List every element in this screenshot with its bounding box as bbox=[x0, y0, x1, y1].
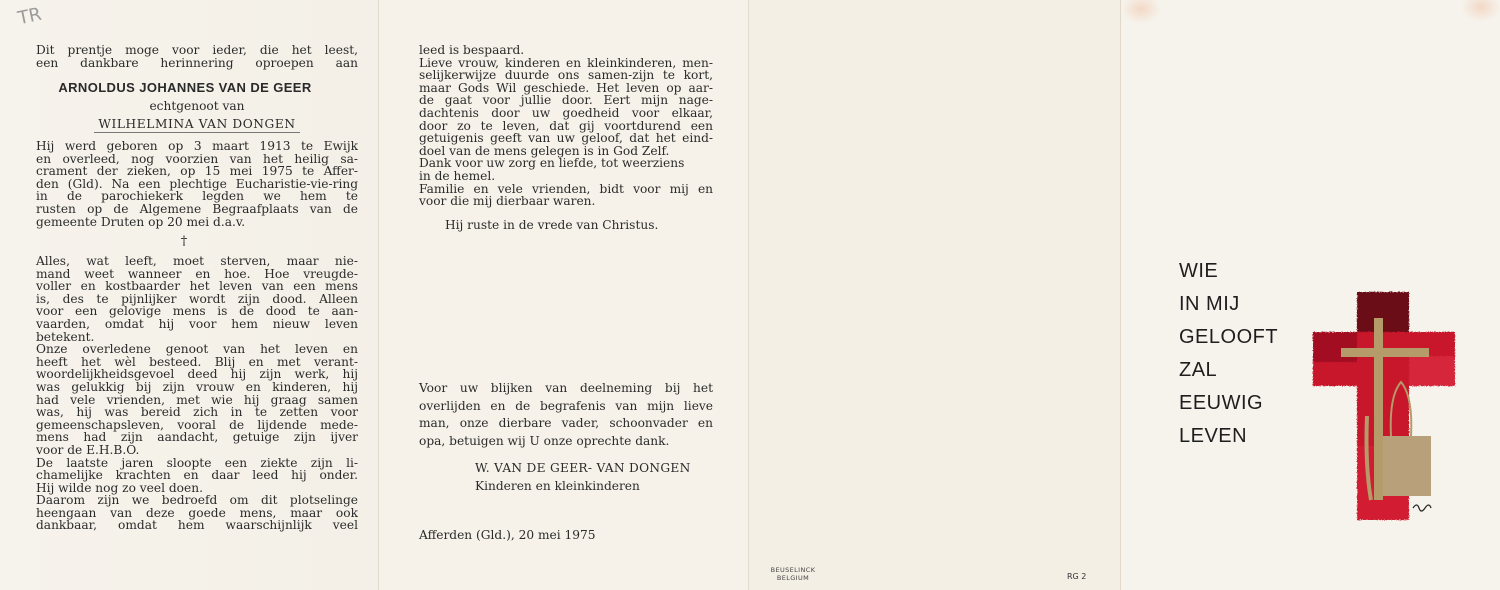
body-line: woordelijkheidsgevoel deed hij zijn werk, hij bbox=[36, 367, 358, 382]
verse-line: ZAL bbox=[1179, 359, 1218, 381]
intro-text bbox=[36, 44, 358, 69]
letter-line: selijkerwijze duurde ons samen-zijn te kort, bbox=[419, 68, 713, 83]
intro-line: een dankbare herinnering oproepen aan bbox=[36, 55, 358, 70]
bio-line: Hij werd geboren op 3 maart 1913 te Ewijk bbox=[36, 139, 358, 153]
body-line: heeft het wèl besteed. Blij en met verant- bbox=[36, 354, 358, 369]
letter-line: maar Gods Wil geschiede. Het leven op aar- bbox=[419, 80, 713, 95]
place-date: Afferden (Gld.), 20 mei 1975 bbox=[419, 528, 596, 542]
panel-center-left bbox=[378, 0, 748, 590]
panel-right bbox=[1120, 0, 1500, 590]
cross-symbol: † bbox=[180, 234, 188, 249]
body-line: Alles, wat leeft, moet sterven, maar nie- bbox=[36, 254, 358, 268]
body-line: Hij wilde nog zo veel doen. bbox=[36, 480, 203, 495]
bio-line: den (Gld). Na een plechtige Eucharistie-vie-ring bbox=[36, 176, 358, 191]
rest-line: Hij ruste in de vrede van Christus. bbox=[445, 218, 659, 232]
verse-line: GELOOFT bbox=[1179, 326, 1279, 348]
spouse-name: WILHELMINA VAN DONGEN bbox=[94, 118, 299, 133]
thanks-line: man, onze dierbare vader, schoonvader en bbox=[419, 416, 713, 430]
letter-line: doel van de mens gelegen is in God Zelf. bbox=[419, 143, 670, 158]
body-text bbox=[36, 255, 358, 532]
body-line: was gelukkig bij zijn vrouw en kinderen, hij bbox=[36, 379, 358, 394]
letter-line: Familie en vele vrienden, bidt voor mij en bbox=[419, 181, 713, 196]
verse-line: IN MIJ bbox=[1179, 293, 1240, 315]
bio-line: en overleed, nog voorzien van het heilig sa- bbox=[36, 151, 358, 166]
verse-line: LEVEN bbox=[1179, 425, 1248, 447]
printer-mark bbox=[757, 566, 829, 582]
stain bbox=[1121, 0, 1161, 24]
spouse-name-wrap bbox=[36, 118, 358, 133]
letter-line: dachtenis door uw goedheid voor elkaar, bbox=[419, 105, 713, 120]
letter-line: voor die mij dierbaar waren. bbox=[419, 194, 596, 209]
letter-line: Dank voor uw zorg en liefde, tot weerziens bbox=[419, 156, 685, 171]
printer-line: BEUSELINCK bbox=[770, 566, 816, 574]
family-line: Kinderen en kleinkinderen bbox=[475, 479, 640, 493]
stain bbox=[1461, 0, 1500, 22]
letter-line: in de hemel. bbox=[419, 168, 496, 183]
bio-line: gemeente Druten op 20 mei d.a.v. bbox=[36, 214, 246, 229]
artist-signature-icon bbox=[1413, 505, 1431, 511]
body-line: chamelijke krachten en daar leed hij onder. bbox=[36, 468, 358, 483]
bio-line: in de parochiekerk legden we hem te bbox=[36, 189, 358, 204]
body-line: Onze overledene genoot van het leven en bbox=[36, 342, 358, 357]
intro-line: Dit prentje moge voor ieder, die het leest, bbox=[36, 43, 358, 57]
thanks-text bbox=[419, 380, 713, 450]
panel-center-right bbox=[748, 0, 1120, 590]
bio-line: crament der zieken, op 15 mei 1975 te Affer- bbox=[36, 164, 358, 179]
body-line: heengaan van deze goede mens, maar ook bbox=[36, 505, 358, 520]
body-line: mand weet wanneer en hoe. Hoe vreugde- bbox=[36, 266, 358, 281]
verse-line: EEUWIG bbox=[1179, 392, 1264, 414]
body-line: voor een gelovige mens is de dood te aan- bbox=[36, 304, 358, 319]
bio-line: rusten op de Algemene Begraafplaats van de bbox=[36, 201, 358, 216]
thanks-line: overlijden en de begrafenis van mijn lieve bbox=[419, 398, 713, 413]
thanks-line: Voor uw blijken van deelneming bij het bbox=[419, 381, 713, 395]
verse-line: WIE bbox=[1179, 260, 1219, 282]
letter-text bbox=[419, 44, 713, 208]
body-line: is, des te pijnlijker wordt zijn dood. Alleen bbox=[36, 291, 358, 306]
body-line: Daarom zijn we bedroefd om dit plotselinge bbox=[36, 493, 358, 508]
thanks-line: opa, betuigen wij U onze oprechte dank. bbox=[419, 433, 670, 448]
body-line: dankbaar, omdat hem waarschijnlijk veel bbox=[36, 518, 358, 533]
body-line: De laatste jaren sloopte een ziekte zijn li- bbox=[36, 455, 358, 470]
body-line: gemeenschapsleven, vooral de lijdende mede- bbox=[36, 417, 358, 432]
bio-text bbox=[36, 140, 358, 228]
signature: W. VAN DE GEER- VAN DONGEN bbox=[475, 461, 691, 475]
letter-line: leed is bespaard. bbox=[419, 43, 525, 57]
body-line: was, hij was bereid zich in te zetten voor bbox=[36, 405, 358, 420]
body-line: betekent. bbox=[36, 329, 95, 344]
panel-left bbox=[0, 0, 378, 590]
body-line: voller en kostbaarder het leven van een mens bbox=[36, 279, 358, 294]
handwritten-mark: TR bbox=[16, 3, 44, 30]
body-line: vaarden, omdat hij voor hem nieuw leven bbox=[36, 316, 358, 331]
deceased-name: ARNOLDUS JOHANNES VAN DE GEER bbox=[58, 80, 312, 95]
spouse-label: echtgenoot van bbox=[149, 99, 245, 113]
verse-text bbox=[1179, 255, 1278, 453]
cross-artwork bbox=[1307, 286, 1467, 526]
body-line: voor de E.H.B.O. bbox=[36, 442, 140, 457]
letter-line: getuigenis geeft van uw geloof, dat het eind- bbox=[419, 131, 713, 146]
letter-line: door zo te leven, dat gij voortdurend een bbox=[419, 118, 713, 133]
body-line: had vele vrienden, met wie hij graag samen bbox=[36, 392, 358, 407]
card-code: RG 2 bbox=[1067, 572, 1087, 581]
letter-line: Lieve vrouw, kinderen en kleinkinderen, men- bbox=[419, 55, 713, 70]
letter-line: de gaat voor jullie door. Eert mijn nage- bbox=[419, 93, 713, 108]
printer-line: BELGIUM bbox=[776, 574, 810, 582]
body-line: mens had zijn aandacht, getuige zijn ijver bbox=[36, 430, 358, 445]
